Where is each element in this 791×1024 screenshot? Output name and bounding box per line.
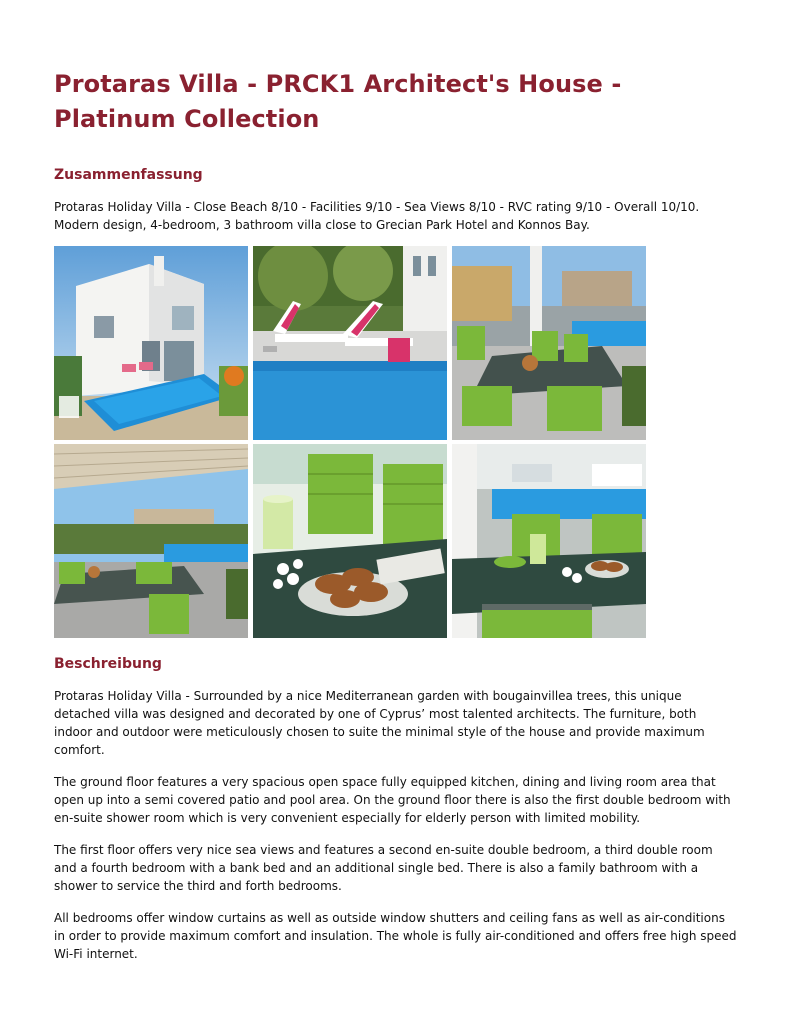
- page-title: Protaras Villa - PRCK1 Architect's House - Platinum Collection: [54, 70, 622, 133]
- gallery-photo-patio-chairs[interactable]: [452, 246, 646, 440]
- gallery-photo-breakfast-pool[interactable]: [452, 444, 646, 638]
- description-paragraph-2: The ground floor features a very spacious open space fully equipped kitchen, dining and living room area that open up into a semi covered patio and pool area. On the ground floor there is also the first double bedroom with en-suite shower room which is very convenient especially for elderly person with limited mobility.: [54, 775, 731, 825]
- gallery-photo-villa-pool[interactable]: [54, 246, 248, 440]
- description-paragraph-1: Protaras Holiday Villa - Surrounded by a nice Mediterranean garden with bougainvillea trees, this unique detached villa was designed and decorated by one of Cyprus’ most talented architects. The furniture, both indoor and outdoor were meticulously chosen to suite the minimal style of the house and provide maximum comfort.: [54, 689, 705, 757]
- summary-heading: Zusammenfassung: [54, 167, 203, 183]
- gallery-photo-terrace[interactable]: [54, 444, 248, 638]
- gallery-photo-croissants[interactable]: [253, 444, 447, 638]
- description-heading: Beschreibung: [54, 656, 162, 672]
- description-paragraph-3: The first floor offers very nice sea views and features a second en-suite double bedroom, a third double room and a fourth bedroom with a bank bed and an additional single bed. There is also a family bathroom with a shower to service the third and forth bedrooms.: [54, 843, 713, 893]
- gallery-photo-loungers[interactable]: [253, 246, 447, 440]
- description-paragraph-4: All bedrooms offer window curtains as well as outside window shutters and ceiling fans as well as air-conditions in order to provide maximum comfort and insulation. The whole is fully air-conditioned and offers free high speed Wi-Fi internet.: [54, 911, 737, 961]
- summary-text: Protaras Holiday Villa - Close Beach 8/10 - Facilities 9/10 - Sea Views 8/10 - RVC rating 9/10 - Overall 10/10. Modern design, 4-bedroom, 3 bathroom villa close to Grecian Park Hotel and Konnos Bay.: [54, 200, 700, 232]
- photo-gallery: [54, 246, 646, 638]
